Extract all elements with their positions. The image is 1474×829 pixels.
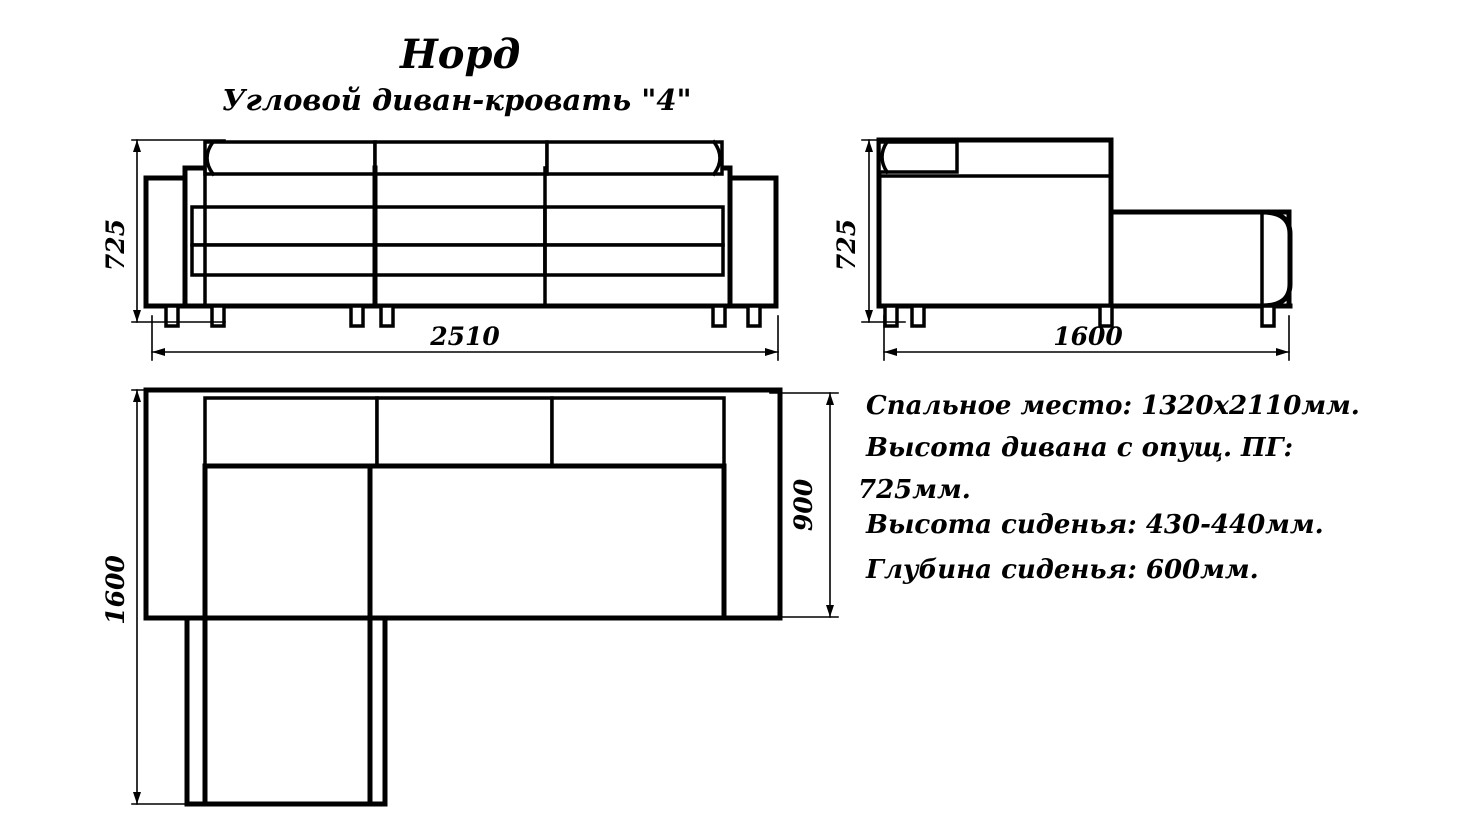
top-back-cushion-right	[552, 398, 724, 466]
spec-line-1: Спальное место: 1320х2110мм.	[866, 391, 1360, 421]
spec-line-5: Глубина сиденья: 600мм.	[866, 555, 1259, 585]
front-width-label: 2510	[430, 322, 500, 351]
side-width-arrow-right	[1276, 348, 1289, 356]
side-height-arrow-bottom	[865, 310, 873, 322]
top-chaise-inner	[205, 618, 370, 804]
front-width-arrow-right	[765, 348, 778, 356]
front-back-cushion-right	[547, 142, 722, 174]
front-leg-4	[381, 306, 393, 326]
side-width-label: 1600	[1053, 322, 1123, 351]
front-leg-5	[713, 306, 725, 326]
side-height-arrow-top	[865, 140, 873, 152]
front-seat-band-left	[192, 207, 545, 245]
front-height-arrow-bottom	[133, 310, 141, 322]
top-inner-depth-arrow-top	[826, 393, 834, 405]
side-leg-4	[1262, 306, 1274, 326]
front-leg-2	[212, 306, 224, 326]
product-name: Норд	[400, 31, 521, 78]
top-seat-area	[205, 466, 724, 618]
top-inner-depth-label: 900	[789, 478, 818, 532]
front-leg-1	[166, 306, 178, 326]
side-leg-1	[885, 306, 897, 326]
front-lower-band-left	[192, 245, 545, 275]
front-leg-3	[351, 306, 363, 326]
front-width-arrow-left	[152, 348, 165, 356]
top-back-cushion-left	[205, 398, 377, 466]
side-width-arrow-left	[884, 348, 897, 356]
specifications-block	[858, 391, 1360, 585]
front-seat-band-right	[545, 207, 723, 245]
product-subtitle: Угловой диван-кровать "4"	[222, 83, 692, 117]
front-height-label: 725	[101, 218, 130, 272]
side-leg-2	[912, 306, 924, 326]
top-inner-depth-arrow-bottom	[826, 605, 834, 617]
front-lower-band-right	[545, 245, 723, 275]
top-depth-label: 1600	[101, 555, 130, 625]
front-leg-6	[748, 306, 760, 326]
side-chaise-roll-arm	[1262, 212, 1290, 306]
top-view	[101, 390, 838, 804]
spec-line-4: Высота сиденья: 430-440мм.	[866, 510, 1324, 540]
top-back-cushion-center	[377, 398, 552, 466]
top-depth-arrow-top	[133, 390, 141, 402]
front-back-cushion-center	[375, 142, 547, 174]
side-height-label: 725	[832, 218, 861, 272]
side-bolster	[879, 142, 957, 172]
spec-line-3: 725мм.	[858, 475, 971, 505]
front-view	[101, 140, 778, 360]
top-depth-arrow-bottom	[133, 792, 141, 804]
front-back-cushion-left	[205, 142, 375, 174]
side-view	[832, 140, 1290, 360]
spec-line-2: Высота дивана с опущ. ПГ:	[866, 433, 1294, 463]
front-height-arrow-top	[133, 140, 141, 152]
